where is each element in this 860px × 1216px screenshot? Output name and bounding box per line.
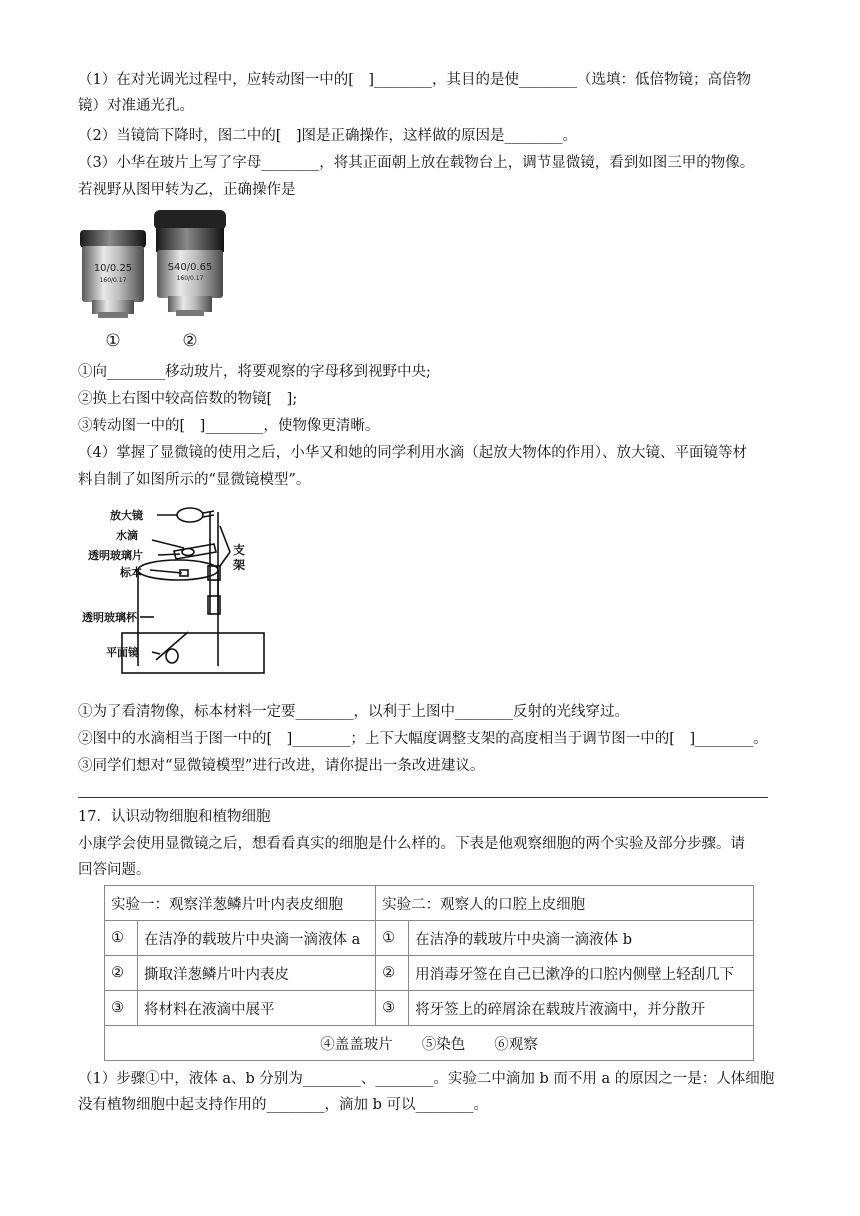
lens-40x-icon <box>154 210 226 316</box>
q17-title: 17．认识动物细胞和植物细胞 <box>78 809 271 825</box>
q16-part4-line2: 料自制了如图所示的“显微镜模型”。 <box>78 472 311 488</box>
q16-model-q2: ②图中的水滴相当于图一中的[ ]________；上下大幅度调整支架的高度相当于调节图一中的[ ]________。 <box>78 731 768 747</box>
answer-line <box>78 797 768 798</box>
q16-part4-line1: （4）掌握了显微镜的使用之后，小华又和她的同学利用水滴（起放大物体的作用）、放大镜、平面镜等材 <box>78 445 747 461</box>
q17-intro-line1: 小康学会使用显微镜之后，想看看真实的细胞是什么样的。下表是他观察细胞的两个实验及部分步骤。请 <box>78 836 745 852</box>
label-support-1: 支 <box>233 543 246 557</box>
q16-model-q3: ③同学们想对“显微镜模型”进行改进，请你提出一条改进建议。 <box>78 758 485 774</box>
label-support-2: 架 <box>233 558 246 572</box>
step-text: 用消毒牙签在自己已漱净的口腔内侧壁上轻刮几下 <box>409 956 754 991</box>
q16-part3-line2: 若视野从图甲转为乙，正确操作是 <box>78 182 296 198</box>
table-row <box>105 956 754 991</box>
q16-part3-line1: （3）小华在玻片上写了字母________，将其正面朝上放在载物台上，调节显微镜，看到如图三甲的物像。 <box>78 155 755 171</box>
q17-part1-line1: （1）步骤①中，液体 a、b 分别为________、________。实验二中滴加 b 而不用 a 的原因之一是：人体细胞 <box>78 1071 775 1087</box>
label-specimen: 标本 <box>120 566 142 579</box>
svg-text:10/0.25: 10/0.25 <box>93 263 133 274</box>
q16-step2: ②换上右图中较高倍数的物镜[ ]; <box>78 391 298 407</box>
label-mirror: 平面镜 <box>106 646 139 659</box>
label-glass-sheet: 透明玻璃片 <box>88 549 143 562</box>
step-number: ② <box>105 956 138 991</box>
q16-part1-line2: 镜）对准通光孔。 <box>78 98 194 114</box>
lens-label-1: ① <box>105 331 121 351</box>
q16-part1-line1: （1）在对光调光过程中，应转动图一中的[ ]________，其目的是使________（选填：低倍物镜；高倍物 <box>78 72 752 88</box>
label-magnifier: 放大镜 <box>110 509 143 522</box>
table-header-exp1: 实验一：观察洋葱鳞片叶内表皮细胞 <box>105 886 376 921</box>
svg-text:160/0.17: 160/0.17 <box>176 275 204 282</box>
q16-step1: ①向________移动玻片，将要观察的字母移到视野中央; <box>78 364 431 380</box>
q16-model-q1: ①为了看清物像，标本材料一定要________，以利于上图中________反射的光线穿过。 <box>78 704 629 720</box>
table-footer-row <box>105 1026 754 1061</box>
step-text: 将材料在液滴中展平 <box>138 991 376 1026</box>
svg-text:S40/0.65: S40/0.65 <box>167 262 213 273</box>
objective-lens-figure <box>76 208 236 358</box>
microscope-model-diagram <box>78 496 278 688</box>
step-text: 在洁净的载玻片中央滴一滴液体 b <box>409 921 754 956</box>
step-number: ② <box>376 956 409 991</box>
table-row <box>105 921 754 956</box>
svg-text:160/0.17: 160/0.17 <box>99 277 127 284</box>
q16-step3: ③转动图一中的[ ]________，使物像更清晰。 <box>78 418 380 434</box>
label-water-drop: 水滴 <box>116 529 138 542</box>
table-header-exp2: 实验二：观察人的口腔上皮细胞 <box>376 886 754 921</box>
label-glass-cup: 透明玻璃杯 <box>82 611 137 624</box>
experiment-table <box>104 885 754 1061</box>
step-text: 在洁净的载玻片中央滴一滴液体 a <box>138 921 376 956</box>
q17-intro-line2: 回答问题。 <box>78 862 151 878</box>
step-number: ① <box>105 921 138 956</box>
step-number: ① <box>376 921 409 956</box>
table-row <box>105 991 754 1026</box>
lens-label-2: ② <box>182 331 198 351</box>
table-header-row <box>105 886 754 921</box>
lens-10x-icon <box>80 230 146 318</box>
common-steps: ④盖盖玻片 ⑤染色 ⑥观察 <box>105 1026 754 1061</box>
q17-part1-line2: 没有植物细胞中起支持作用的________，滴加 b 可以________。 <box>78 1097 488 1113</box>
step-text: 撕取洋葱鳞片叶内表皮 <box>138 956 376 991</box>
q16-part2: （2）当镜筒下降时，图二中的[ ]图是正确操作，这样做的原因是________。 <box>78 128 578 144</box>
step-number: ③ <box>376 991 409 1026</box>
step-number: ③ <box>105 991 138 1026</box>
step-text: 将牙签上的碎屑涂在载玻片液滴中，并分散开 <box>409 991 754 1026</box>
